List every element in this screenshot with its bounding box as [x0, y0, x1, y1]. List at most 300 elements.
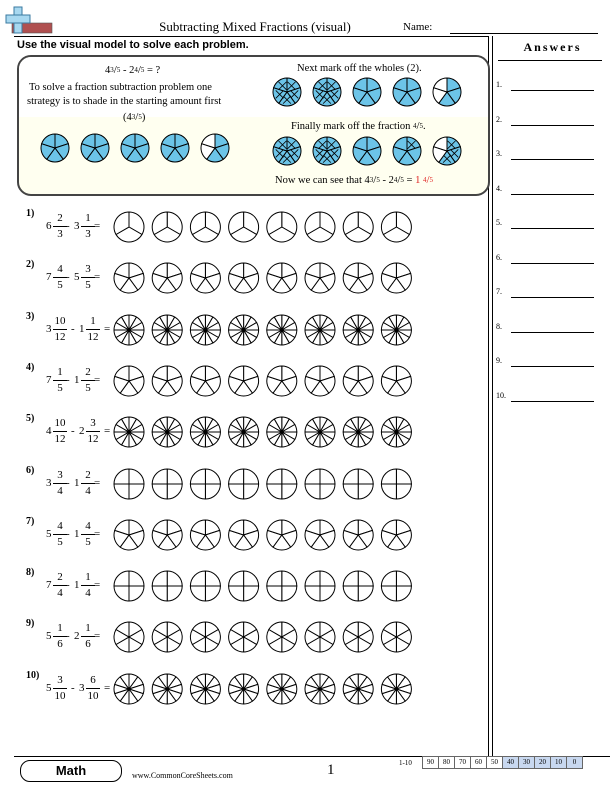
fraction: [53, 417, 67, 446]
fraction-circle: [343, 263, 373, 293]
example-start-circle: [201, 134, 229, 162]
whole-number-2: 1: [79, 322, 85, 335]
circle-slice: [396, 586, 411, 601]
answer-line[interactable]: [496, 149, 600, 163]
numerator: 1: [90, 314, 96, 327]
example-step2-circle: [433, 78, 461, 106]
numerator: 6: [90, 673, 96, 686]
example-step2-circle: [273, 78, 301, 106]
fraction-circle: [343, 366, 373, 396]
conclusion-eq: =: [406, 175, 413, 186]
whole-number-1: 3: [46, 476, 52, 489]
fraction: [53, 366, 67, 395]
answer-line[interactable]: [496, 391, 600, 405]
example-conclusion: Now we can see that $4^3/5 - 2^4/5 = 1$ $^4$/5: [275, 174, 433, 186]
denominator: 12: [87, 330, 99, 343]
example-circles: [19, 57, 488, 194]
fraction-bar: [53, 534, 67, 535]
answer-number: 4.: [496, 183, 502, 193]
denominator: 4: [57, 587, 63, 600]
fraction-circle: [343, 520, 373, 550]
fraction-circle: [381, 622, 411, 652]
fraction-circle: [152, 571, 182, 601]
circle-slice: [190, 484, 205, 499]
problem-number: 2): [26, 259, 35, 271]
fraction-circle: [343, 417, 373, 447]
fraction-circle: [305, 212, 335, 242]
whole-number-2: 3: [74, 220, 80, 232]
fraction-circle: [305, 674, 335, 704]
fraction-bar: [53, 636, 67, 637]
fraction-circle: [152, 315, 182, 345]
circle-slice: [358, 571, 373, 586]
answer-blank[interactable]: [511, 228, 594, 229]
fraction-circle: [343, 212, 373, 242]
score-cell: 60: [470, 756, 487, 769]
circle-slice: [129, 469, 144, 484]
answer-line[interactable]: [496, 322, 600, 336]
score-cell: 0: [566, 756, 583, 769]
example-start-circle: [41, 134, 69, 162]
fraction-circle: [114, 520, 144, 550]
paren-n: 3: [131, 113, 136, 121]
fraction-circle: [152, 263, 182, 293]
fraction: [53, 469, 67, 498]
circle-slice: [129, 571, 144, 586]
fraction-circle: [114, 571, 144, 601]
circle-slice: [267, 469, 282, 484]
conclusion-prefix: Now we can see that 4: [275, 175, 370, 186]
fraction-circle: [343, 571, 373, 601]
fraction: [81, 520, 95, 549]
conclusion-mid: - 2: [382, 175, 394, 186]
circle-slice: [320, 586, 335, 601]
equals-sign: =: [94, 373, 101, 386]
whole-number-2: 1: [74, 476, 80, 489]
website-link[interactable]: www.CommonCoreSheets.com: [132, 771, 233, 780]
example-n1: 3: [110, 66, 114, 74]
score-cell: 90: [422, 756, 439, 769]
fraction-circle: [152, 674, 182, 704]
denominator: 10: [87, 689, 99, 702]
whole-number-1: 5: [46, 527, 52, 540]
problem-circles: [113, 467, 413, 501]
fraction-circle: [152, 212, 182, 242]
step3-n: 4: [412, 122, 417, 130]
example-text-line1: To solve a fraction subtraction problem one: [29, 82, 212, 93]
circle-slice: [229, 484, 244, 499]
circle-slice: [244, 484, 259, 499]
fraction-bar: [53, 226, 67, 227]
fraction-circle: [267, 212, 297, 242]
circle-slice: [167, 586, 182, 601]
answers-divider: [498, 60, 602, 61]
circle-slice: [244, 469, 259, 484]
numerator: 1: [85, 212, 91, 224]
numerator: 3: [57, 673, 63, 686]
denominator: 4: [85, 587, 91, 600]
fraction-circle: [114, 366, 144, 396]
numerator: 4: [85, 519, 91, 532]
answer-number: 10.: [496, 390, 506, 400]
denominator: 6: [85, 638, 91, 651]
fraction-circle: [190, 417, 220, 447]
fraction-circle: [114, 622, 144, 652]
step3-label: Finally mark off the fraction: [291, 121, 411, 132]
fraction-circle: [381, 315, 411, 345]
answer-n: 4: [422, 176, 427, 184]
example-step3-circle: [433, 137, 461, 165]
fraction: [81, 622, 95, 651]
denominator: 5: [57, 535, 63, 548]
denominator: 12: [87, 433, 99, 446]
fraction-circle: [229, 674, 259, 704]
example-start-amount: $(4^3/5)$: [123, 111, 146, 123]
numerator: 1: [85, 571, 91, 584]
answer-line[interactable]: [496, 80, 600, 94]
fraction-circle: [343, 674, 373, 704]
fraction-circle: [229, 520, 259, 550]
circle-slice: [320, 571, 335, 586]
fraction: [53, 622, 67, 651]
fraction-circle: [267, 315, 297, 345]
fraction-circle: [381, 571, 411, 601]
circle-slice: [396, 469, 411, 484]
answer-line[interactable]: [496, 356, 600, 370]
example-step2-circle: [313, 78, 341, 106]
fraction: [53, 263, 67, 292]
fraction-circle: [190, 674, 220, 704]
fraction-bar: [81, 226, 95, 227]
fraction-circle: [152, 366, 182, 396]
fraction-circle: [267, 571, 297, 601]
numerator: 2: [57, 571, 63, 584]
fraction-circle: [267, 469, 297, 499]
circle-slice: [244, 571, 259, 586]
fraction-circle: [381, 366, 411, 396]
fraction-circle: [343, 622, 373, 652]
fraction-circle: [190, 212, 220, 242]
conclusion-d2: 5: [400, 176, 404, 184]
plus-logo-icon: [4, 5, 54, 35]
fraction-circle: [114, 212, 144, 242]
example-step3-circle: [313, 137, 341, 165]
circle-slice: [190, 571, 205, 586]
fraction-circle: [190, 315, 220, 345]
fraction-bar: [53, 585, 67, 586]
answer-blank[interactable]: [511, 366, 594, 367]
denominator: 5: [85, 381, 91, 394]
fraction: [81, 366, 95, 395]
fraction-bar: [81, 534, 95, 535]
minus-sign: -: [66, 220, 70, 232]
answer-number: 6.: [496, 252, 502, 262]
example-start-circle: [81, 134, 109, 162]
circle-slice: [152, 586, 167, 601]
page-title: Subtracting Mixed Fractions (visual): [159, 19, 351, 34]
fraction-circle: [305, 622, 335, 652]
fraction-bar: [53, 380, 67, 381]
numerator: 3: [85, 263, 91, 276]
answer-blank[interactable]: [511, 194, 594, 195]
circle-slice: [267, 586, 282, 601]
fraction-circle: [381, 520, 411, 550]
circle-slice: [152, 469, 167, 484]
fraction-circle: [190, 469, 220, 499]
equals-sign: =: [94, 579, 101, 592]
example-step2-circle: [353, 78, 381, 106]
example-step3-circle: [273, 137, 301, 165]
circle-slice: [343, 571, 358, 586]
answer-blank[interactable]: [511, 263, 594, 264]
fraction-circle: [267, 417, 297, 447]
circle-slice: [358, 469, 373, 484]
circle-slice: [114, 586, 129, 601]
problem-number: 9): [26, 618, 35, 630]
fraction-circle: [190, 622, 220, 652]
numerator: 3: [57, 468, 63, 481]
equals-sign: =: [104, 425, 111, 438]
instructions: Use the visual model to solve each problem.: [17, 39, 249, 51]
whole-number-1: 3: [46, 322, 52, 335]
circle-slice: [343, 469, 358, 484]
whole-number-1: 7: [46, 373, 52, 386]
fraction-circle: [152, 520, 182, 550]
fraction-circle: [114, 263, 144, 293]
circle-slice: [114, 484, 129, 499]
circle-slice: [152, 484, 167, 499]
circle-slice: [267, 484, 282, 499]
circle-slice: [114, 571, 129, 586]
score-cell: 10: [550, 756, 567, 769]
answer-number: 9.: [496, 356, 502, 365]
fraction-bar: [81, 380, 95, 381]
minus-sign: -: [66, 373, 70, 386]
fraction-circle: [229, 622, 259, 652]
circle-slice: [229, 586, 244, 601]
circle-slice: [205, 469, 220, 484]
math-badge: Math: [20, 760, 122, 782]
equals-sign: =: [94, 220, 101, 232]
fraction: [86, 315, 100, 344]
denominator: 3: [57, 228, 63, 240]
circle-slice: [305, 484, 320, 499]
circle-slice: [152, 571, 167, 586]
numerator: 10: [54, 417, 66, 430]
fraction-bar: [86, 431, 100, 432]
numerator: 1: [85, 622, 91, 635]
example-start-circle: [121, 134, 149, 162]
fraction: [53, 674, 67, 703]
fraction-circle: [229, 315, 259, 345]
conclusion-n2: 4: [393, 176, 398, 184]
fraction-bar: [81, 636, 95, 637]
circle-slice: [282, 571, 297, 586]
fraction-circle: [229, 366, 259, 396]
fraction: [53, 315, 67, 344]
minus-sign: -: [66, 579, 70, 592]
circle-slice: [343, 586, 358, 601]
fraction-circle: [229, 469, 259, 499]
fraction-circle: [343, 315, 373, 345]
score-table: [422, 756, 582, 769]
whole-number-1: 4: [46, 425, 52, 438]
answer-blank[interactable]: [511, 90, 594, 91]
answer-blank[interactable]: [511, 401, 594, 402]
example-text-line2: strategy is to shade in the starting amount first: [27, 96, 222, 107]
problem-number: 10): [26, 669, 40, 681]
problem-circles: [113, 518, 413, 552]
fraction-circle: [381, 674, 411, 704]
fraction-bar: [53, 688, 67, 689]
conclusion-n1: 3: [369, 176, 374, 184]
denominator: 3: [85, 228, 91, 240]
circle-slice: [229, 469, 244, 484]
numerator: 10: [54, 314, 66, 327]
circle-slice: [305, 469, 320, 484]
numerator: 2: [85, 365, 91, 378]
fraction: [53, 520, 67, 549]
circle-slice: [205, 586, 220, 601]
fraction-circle: [305, 417, 335, 447]
paren-close: ): [141, 112, 146, 123]
example-step2-text: Next mark off the wholes (2).: [297, 63, 422, 74]
name-field[interactable]: [450, 33, 598, 34]
fraction-circle: [190, 520, 220, 550]
circle-slice: [190, 586, 205, 601]
problem-number: 1): [26, 208, 35, 219]
fraction-circle: [114, 674, 144, 704]
whole-number-1: 5: [46, 681, 52, 694]
name-label: Name:: [403, 21, 433, 33]
example-equation: $4^3/5 - 2^4/5$ = ?: [105, 64, 161, 76]
fraction-circle: [229, 263, 259, 293]
circle-slice: [396, 571, 411, 586]
minus-sign: -: [71, 425, 75, 438]
denominator: 6: [57, 638, 63, 651]
whole-number-2: 1: [74, 579, 80, 592]
answer-number: 2.: [496, 114, 502, 124]
circle-slice: [167, 469, 182, 484]
example-d2: 5: [140, 66, 145, 74]
circle-slice: [129, 484, 144, 499]
column-divider: [492, 36, 493, 756]
circle-slice: [282, 586, 297, 601]
answer-line[interactable]: [496, 287, 600, 301]
fraction-circle: [305, 315, 335, 345]
score-cell: 50: [486, 756, 503, 769]
fraction-circle: [229, 571, 259, 601]
fraction-circle: [152, 622, 182, 652]
fraction: [86, 417, 100, 446]
fraction-circle: [267, 366, 297, 396]
denominator: 12: [54, 433, 66, 446]
score-cell: 40: [502, 756, 519, 769]
circle-slice: [282, 484, 297, 499]
answer-blank[interactable]: [511, 332, 594, 333]
numerator: 3: [90, 417, 96, 430]
equals-sign: =: [104, 322, 111, 335]
header-divider: [14, 36, 488, 37]
fraction-bar: [81, 483, 95, 484]
fraction: [81, 212, 95, 241]
numerator: 2: [85, 468, 91, 481]
fraction: [81, 263, 95, 292]
circle-slice: [320, 469, 335, 484]
fraction-bar: [81, 585, 95, 586]
circle-slice: [305, 571, 320, 586]
answer-d: 5: [429, 176, 433, 184]
answer-number: 7.: [496, 287, 502, 296]
problem-circles: [113, 569, 413, 603]
circle-slice: [320, 484, 335, 499]
example-start-circle: [161, 134, 189, 162]
circle-slice: [205, 484, 220, 499]
fraction: [81, 571, 95, 600]
example-w2: 2: [129, 65, 135, 76]
answer-blank[interactable]: [511, 159, 594, 160]
example-box: [17, 55, 490, 196]
answer-number: 1.: [496, 80, 502, 89]
step3-d: 5: [419, 122, 424, 130]
fraction-circle: [152, 469, 182, 499]
equals-sign: =: [94, 527, 101, 540]
problem-circles: [113, 261, 413, 295]
fraction-bar: [86, 688, 100, 689]
problem-number: 3): [26, 310, 35, 322]
answer-line[interactable]: [496, 184, 600, 198]
minus-sign: -: [71, 322, 75, 335]
whole-number-2: 5: [74, 271, 80, 284]
fraction-bar: [86, 329, 100, 330]
circle-slice: [244, 586, 259, 601]
answer-number: 8.: [496, 321, 502, 331]
score-cell: 80: [438, 756, 455, 769]
circle-slice: [114, 469, 129, 484]
circle-slice: [381, 586, 396, 601]
answer-line[interactable]: [496, 115, 600, 129]
whole-number-2: 3: [79, 681, 85, 694]
denominator: 5: [85, 279, 91, 292]
minus-sign: -: [66, 527, 70, 540]
problem-circles: [113, 210, 413, 244]
fraction-circle: [267, 674, 297, 704]
score-cell: 20: [534, 756, 551, 769]
denominator: 5: [57, 279, 63, 292]
whole-number-2: 2: [79, 425, 85, 438]
answer-blank[interactable]: [511, 125, 594, 126]
fraction-circle: [229, 417, 259, 447]
circle-slice: [167, 571, 182, 586]
score-cell: 30: [518, 756, 535, 769]
problem-number: 4): [26, 361, 35, 373]
denominator: 10: [54, 689, 66, 702]
problem-number: 5): [26, 413, 35, 425]
equals-sign: =: [94, 630, 101, 643]
circle-slice: [343, 484, 358, 499]
answer-line[interactable]: [496, 218, 600, 232]
circle-slice: [205, 571, 220, 586]
example-n2: 4: [134, 66, 138, 74]
denominator: 4: [85, 484, 91, 497]
fraction-circle: [190, 263, 220, 293]
problem-number: 7): [26, 515, 35, 527]
fraction-bar: [53, 329, 67, 330]
answer-line[interactable]: [496, 253, 600, 267]
numerator: 4: [57, 263, 63, 276]
answer-blank[interactable]: [511, 297, 594, 298]
circle-slice: [381, 484, 396, 499]
